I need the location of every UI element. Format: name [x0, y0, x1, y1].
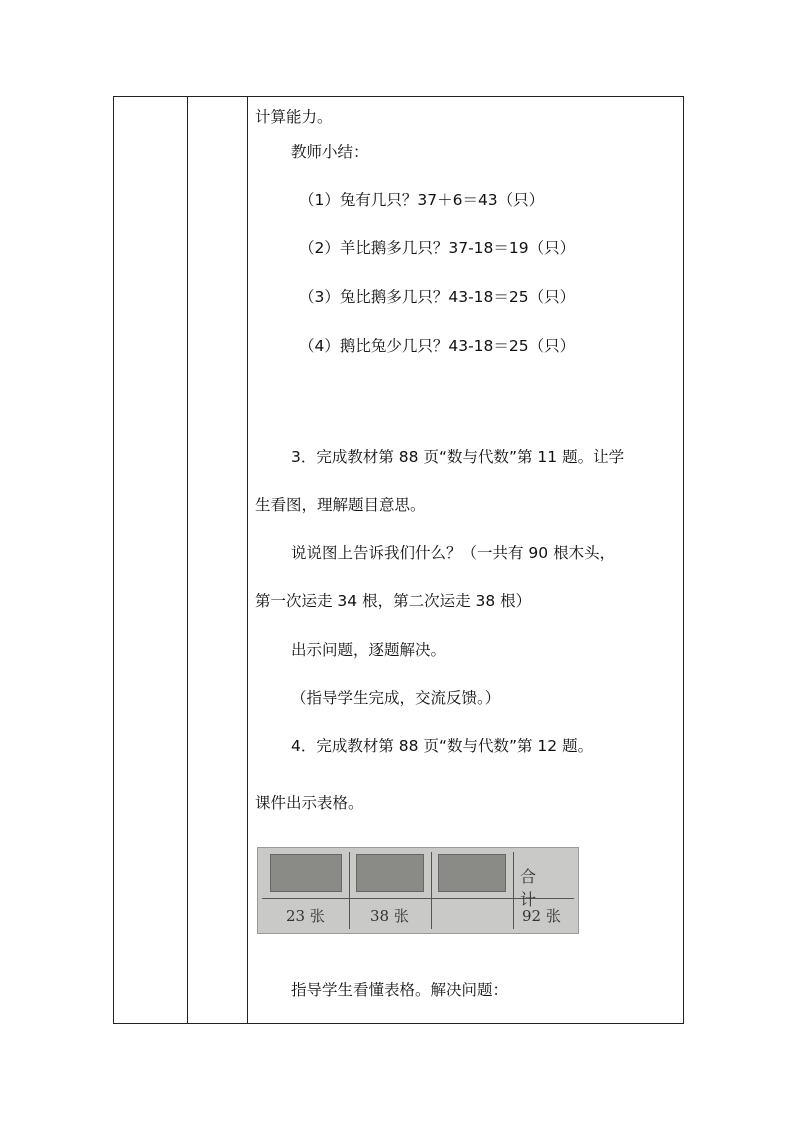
- total-header: 合计: [520, 867, 551, 909]
- text-line: （2）羊比鹅多几只？37-18＝19（只）: [299, 239, 576, 257]
- lesson-table: [113, 96, 684, 1024]
- column-divider: [187, 97, 188, 1023]
- tree-picture: [438, 854, 506, 892]
- text-line: （3）兔比鹅多几只？43-18＝25（只）: [299, 288, 576, 306]
- text-line: 教师小结：: [291, 143, 369, 161]
- landscape-picture-2: [356, 854, 424, 892]
- text-line: （指导学生完成，交流反馈。）: [291, 689, 501, 707]
- text-line: 3．完成教材第 88 页“数与代数”第 11 题。让学: [291, 448, 625, 466]
- text-line: 第一次运走 34 根，第二次运走 38 根）: [255, 592, 532, 610]
- text-line: 指导学生看懂表格。解决问题：: [291, 981, 509, 999]
- text-line: （4）鹅比兔少几只？43-18＝25（只）: [299, 337, 576, 355]
- textbook-table-image: [257, 847, 579, 934]
- cell-value: 23 张: [286, 907, 325, 925]
- cell-value: 38 张: [370, 907, 409, 925]
- text-line: 4．完成教材第 88 页“数与代数”第 12 题。: [291, 737, 594, 755]
- text-line: 课件出示表格。: [255, 794, 364, 812]
- column-divider: [247, 97, 248, 1023]
- text-line: （1）兔有几只？37＋6＝43（只）: [299, 191, 545, 209]
- text-line: 计算能力。: [255, 108, 333, 126]
- text-line: 出示问题，逐题解决。: [291, 641, 447, 659]
- landscape-picture-1: [270, 854, 342, 892]
- content-cell: [255, 97, 683, 1023]
- cell-value: 92 张: [522, 907, 561, 925]
- text-line: 说说图上告诉我们什么？（一共有 90 根木头，: [291, 544, 616, 562]
- text-line: 生看图，理解题目意思。: [255, 496, 426, 514]
